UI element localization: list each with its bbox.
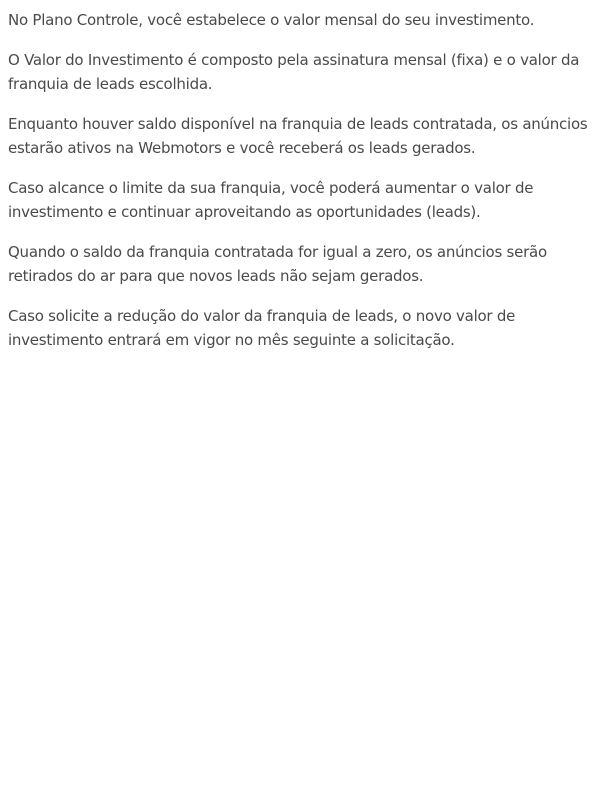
paragraph-zero-balance: Quando o saldo da franquia contratada for igual a zero, os anúncios serão retirados do ar para que novos leads não sejam gerados. bbox=[8, 243, 547, 285]
paragraph-active-ads: Enquanto houver saldo disponível na franquia de leads contratada, os anúncios estarão ativos na Webmotors e você receberá os leads gerados. bbox=[8, 115, 588, 157]
paragraph-franchise-limit: Caso alcance o limite da sua franquia, você poderá aumentar o valor de investimento e continuar aproveitando as oportunidades (leads). bbox=[8, 179, 534, 221]
paragraph-investment-composition: O Valor do Investimento é composto pela assinatura mensal (fixa) e o valor da franquia de leads escolhida. bbox=[8, 51, 580, 93]
paragraph-intro: No Plano Controle, você estabelece o valor mensal do seu investimento. bbox=[8, 11, 535, 29]
paragraph-reduction: Caso solicite a redução do valor da franquia de leads, o novo valor de investimento entrará em vigor no mês seguinte a solicitação. bbox=[8, 307, 516, 349]
plan-description bbox=[0, 0, 600, 352]
